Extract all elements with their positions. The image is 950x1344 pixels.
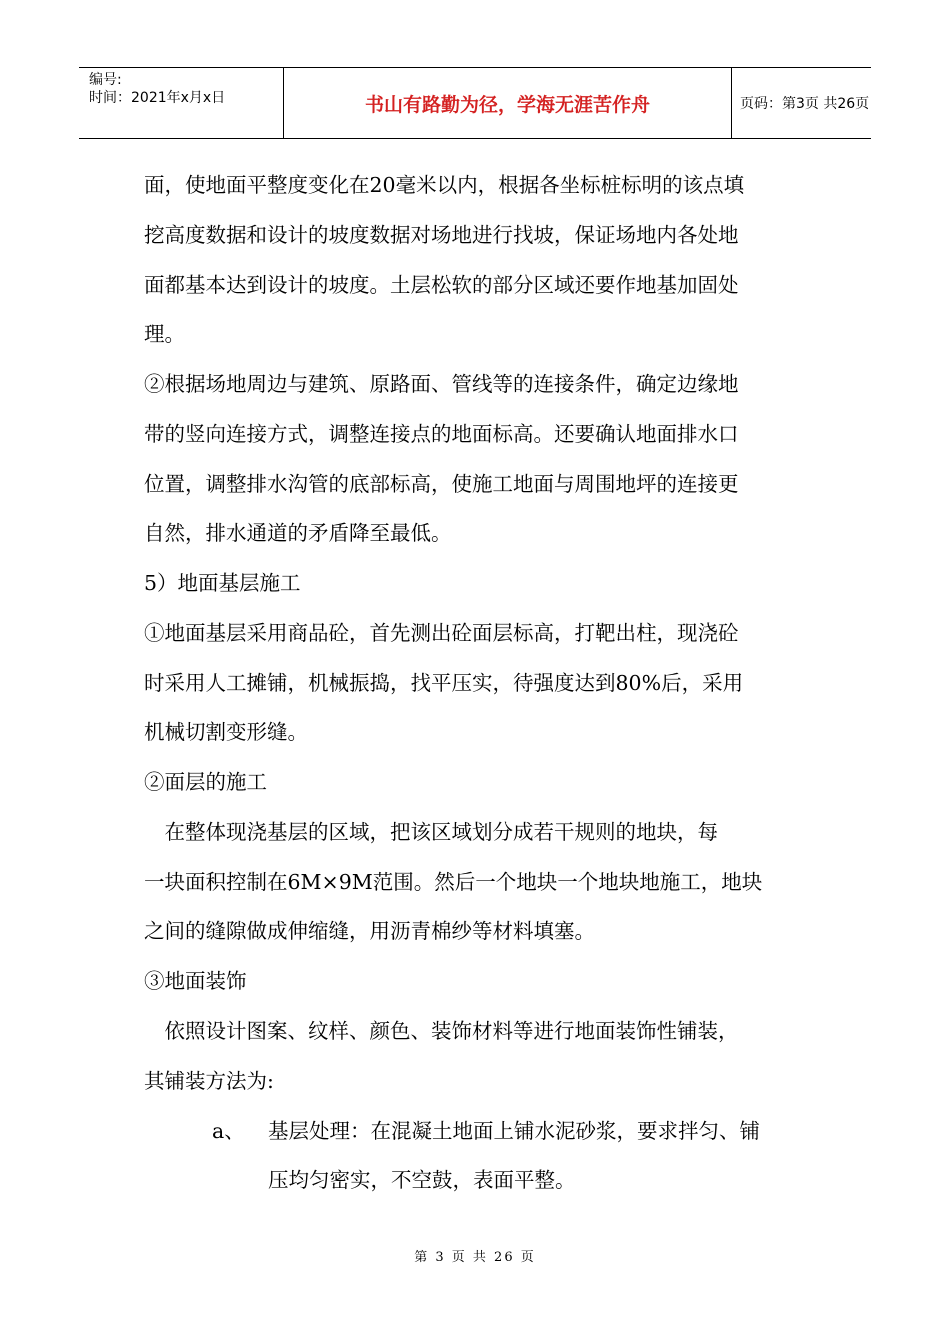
page-footer: 第 3 页 共 26 页 [414,1250,536,1265]
list-item-text: 基层处理：在混凝土地面上铺水泥砂浆，要求拌匀、铺 [268,1119,760,1143]
body-line: 其铺装方法为: [144,1069,274,1093]
body-line: 一块面积控制在6M×9M范围。然后一个地块一个地块地施工，地块 [144,870,763,894]
list-item-text: 压均匀密实，不空鼓，表面平整。 [268,1168,576,1192]
body-line: 时采用人工摊铺，机械振捣，找平压实，待强度达到80%后，采用 [144,671,744,695]
document-time: 时间：2021年x月x日 [89,90,226,106]
document-number-label: 编号: [89,72,122,88]
body-line: ①地面基层采用商品砼，首先测出砼面层标高，打靶出柱，现浇砼 [144,621,739,645]
body-line: 之间的缝隙做成伸缩缝，用沥青棉纱等材料填塞。 [144,919,595,943]
body-line: 面都基本达到设计的坡度。土层松软的部分区域还要作地基加固处 [144,273,739,297]
header-meta [79,68,284,138]
body-line: 位置，调整排水沟管的底部标高，使施工地面与周围地坪的连接更 [144,472,739,496]
header-page-info: 页码：第3页 共26页 [740,96,870,112]
body-line: ②根据场地周边与建筑、原路面、管线等的连接条件，确定边缘地 [144,372,739,396]
body-line: 自然，排水通道的矛盾降至最低。 [144,521,452,545]
body-line: 依照设计图案、纹样、颜色、装饰材料等进行地面装饰性铺装， [144,1019,739,1043]
page-header [79,67,871,139]
body-line: 带的竖向连接方式，调整连接点的地面标高。还要确认地面排水口 [144,422,739,446]
subsection-heading: ②面层的施工 [144,770,267,794]
body-line: 理。 [144,322,185,346]
subsection-heading: ③地面装饰 [144,969,247,993]
body-line: 面，使地面平整度变化在20毫米以内，根据各坐标桩标明的该点填 [144,173,745,197]
body-line: 机械切割变形缝。 [144,720,308,744]
list-item-marker: a、 [212,1119,245,1143]
section-heading: 5）地面基层施工 [144,571,301,595]
header-motto: 书山有路勤为径，学海无涯苦作舟 [284,68,732,138]
body-line: 在整体现浇基层的区域，把该区域划分成若干规则的地块，每 [144,820,718,844]
body-line: 挖高度数据和设计的坡度数据对场地进行找坡，保证场地内各处地 [144,223,739,247]
